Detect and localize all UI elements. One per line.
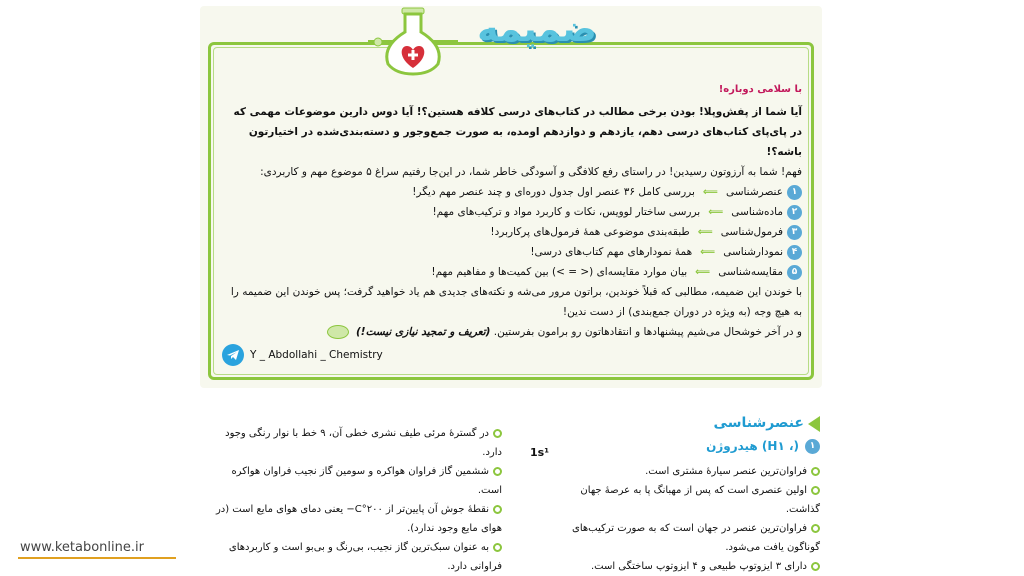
- topic-name: مقایسه‌شناسی: [718, 266, 783, 278]
- section-title-text: عنصرشناسی: [713, 415, 804, 431]
- section-title: [566, 414, 820, 433]
- subsection-title-text: هیدروژن (H۱ ،): [706, 439, 799, 453]
- fact-item: ششمین گاز فراوان هواکره و سومین گاز نجیب فراوان هواکره است.: [231, 466, 502, 496]
- electron-configuration: 1s¹: [530, 446, 550, 459]
- bullet-icon: [493, 467, 502, 476]
- closing-emphasis: (تعریف و تمجید نیازی نیست!): [355, 326, 491, 338]
- topic-item: [222, 242, 802, 262]
- arrow-icon: ⟸: [697, 226, 713, 238]
- arrow-icon: ⟸: [702, 186, 718, 198]
- topic-desc: طبقه‌بندی موضوعی همهٔ فرمول‌های پرکاربرد!: [490, 226, 690, 238]
- topic-name: ماده‌شناسی: [731, 206, 783, 218]
- fact-item: اولین عنصری است که پس از مهبانگ پا به عرصهٔ جهان گذاشت.: [580, 485, 820, 515]
- topic-number: ۱: [787, 185, 802, 200]
- topic-desc: بیان موارد مقایسه‌ای (< = >) بین کمیت‌ها و مفاهیم مهم!: [431, 266, 688, 278]
- topic-desc: بررسی ساختار لوویس، نکات و کاربرد مواد و ترکیب‌های مهم!: [432, 206, 701, 218]
- topic-item: [222, 182, 802, 202]
- topic-name: فرمول‌شناسی: [720, 226, 783, 238]
- telegram-handle: Y _ Abdollahi _ Chemistry: [250, 349, 383, 361]
- subsection-title: [566, 437, 820, 456]
- bullet-icon: [811, 562, 820, 571]
- intro-paragraph-4: [222, 322, 802, 342]
- telegram-icon: [222, 344, 244, 366]
- arrow-icon: ⟸: [700, 246, 716, 258]
- bullet-icon: [811, 467, 820, 476]
- fact-item: در گسترهٔ مرئی طیف نشری خطی آن، ۹ خط با نوار رنگی وجود دارد.: [225, 428, 502, 458]
- topic-item: [222, 222, 802, 242]
- greeting: با سلامی دوباره!: [718, 84, 802, 95]
- triangle-icon: [808, 416, 820, 432]
- bullet-icon: [493, 505, 502, 514]
- fact-item: فراوان‌ترین عنصر سیارهٔ مشتری است.: [566, 462, 820, 481]
- website-underline: [18, 557, 176, 559]
- telegram-channel[interactable]: [222, 344, 383, 366]
- fact-item: نقطهٔ جوش آن پایین‌تر از ۲۰۰°C− یعنی دمای هوای مایع است (در هوای مایع وجود ندارد).: [215, 504, 502, 534]
- bullet-icon: [811, 486, 820, 495]
- topic-desc: بررسی کامل ۳۶ عنصر اول جدول دوره‌ای و چند عنصر مهم دیگر!: [412, 186, 695, 198]
- intro-paragraph-3: با خوندن این ضمیمه، مطالبی که قبلاً خوندین، براتون مرور می‌شه و نکته‌های جدیدی هم یاد خواهید گرفت؛ پس خوندن این ضمیمه را به هیچ وجه (به ویژه در دوران جمع‌بندی) از دست ندین!: [230, 286, 802, 318]
- topic-item: [222, 262, 802, 282]
- topic-number: ۳: [787, 225, 802, 240]
- fact-item: دارای ۳ ایزوتوپ طبیعی و ۴ ایزوتوپ ساختگی است.: [566, 557, 820, 576]
- intro-text: [222, 80, 802, 342]
- noble-gas-facts: [212, 424, 502, 576]
- topic-item: [222, 202, 802, 222]
- fact-item: فراوان‌ترین عنصر در جهان است که به صورت ترکیب‌های گوناگون یافت می‌شود.: [572, 523, 820, 553]
- subsection-number: ۱: [805, 439, 820, 454]
- hydrogen-section: [566, 414, 820, 576]
- flask-heart-icon: [368, 6, 458, 76]
- bullet-icon: [493, 543, 502, 552]
- arrow-icon: ⟸: [695, 266, 711, 278]
- arrow-icon: ⟸: [708, 206, 724, 218]
- appendix-title-logo: ضمیمه: [477, 9, 597, 50]
- intro-paragraph-2: فهم! شما به آرزوتون رسیدین! در راستای رفع کلافگی و آسودگی خاطر شما، در این‌جا رفتیم سراغ ۵ موضوع مهم و کاربردی:: [260, 166, 802, 178]
- topic-number: ۵: [787, 265, 802, 280]
- topic-name: نمودارشناسی: [723, 246, 783, 258]
- topic-name: عنصرشناسی: [725, 186, 783, 198]
- closing-text: و در آخر خوشحال می‌شیم پیشنهادها و انتقادهاتون رو برامون بفرستین.: [493, 326, 802, 338]
- bullet-icon: [811, 524, 820, 533]
- smile-icon: [327, 325, 349, 339]
- bullet-icon: [493, 429, 502, 438]
- website-watermark[interactable]: www.ketabonline.ir: [20, 540, 144, 555]
- topic-number: ۲: [787, 205, 802, 220]
- intro-paragraph-1: آیا شما از پفش‌وپلا! بودن برخی مطالب در کتاب‌های درسی کلافه هستین؟! آیا دوس دارین موضوعات مهمی که در پای‌پای کتاب‌های درسی دهم، یازدهم و دوازدهم اومده، به صورت جمع‌وجور و دسته‌بندی‌شده در اختیارتون باشه؟!: [233, 106, 802, 158]
- topic-desc: همهٔ نمودارهای مهم کتاب‌های درسی!: [530, 246, 693, 258]
- topic-number: ۴: [787, 245, 802, 260]
- fact-item: به عنوان سبک‌ترین گاز نجیب، بی‌رنگ و بی‌بو است و کاربردهای فراوانی دارد.: [228, 542, 502, 572]
